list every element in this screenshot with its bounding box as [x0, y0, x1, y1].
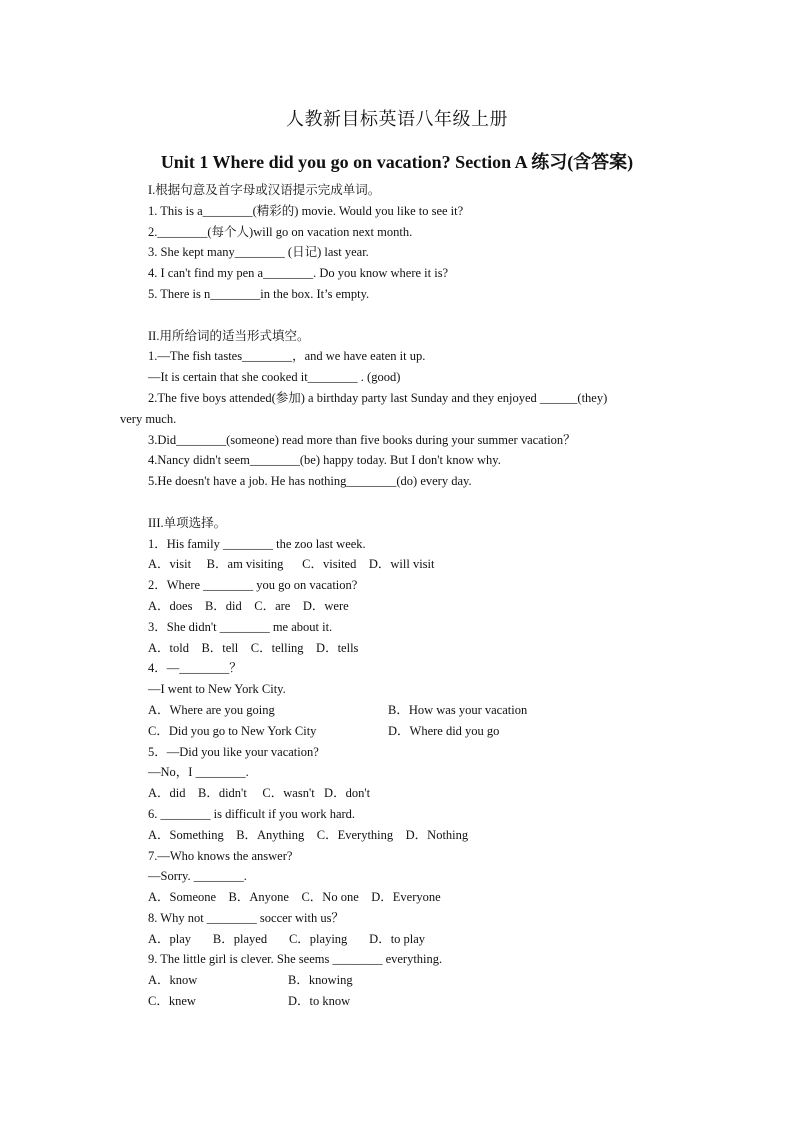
- section-heading: II.用所给词的适当形式填空。: [148, 328, 310, 343]
- question-item: 4.Nancy didn't seem________(be) happy today. But I don't know why.: [148, 453, 501, 468]
- question-item: 7.—Who knows the answer?: [148, 848, 293, 863]
- answer-options: A．play B．played C．playing D．to play: [148, 931, 426, 946]
- question-item: 1. This is a________(精彩的) movie. Would you like to see it?: [148, 203, 464, 218]
- section-2: [120, 326, 678, 492]
- question-item: 5．—Did you like your vacation?: [148, 744, 319, 759]
- question-item: —It is certain that she cooked it________ . (good): [148, 370, 401, 385]
- dialogue-line: —I went to New York City.: [148, 682, 286, 697]
- answer-options: A．Someone B．Anyone C．No one D．Everyone: [148, 890, 441, 905]
- answer-options: [148, 970, 678, 991]
- question-item: 9. The little girl is clever. She seems ________ everything.: [148, 952, 443, 967]
- question-item: 2.________(每个人)will go on vacation next month.: [148, 224, 413, 239]
- question-item: 8. Why not ________ soccer with us？: [148, 910, 344, 925]
- answer-options: A．told B．tell C．telling D．tells: [148, 640, 359, 655]
- answer-options: [148, 700, 678, 721]
- question-item-continued: very much.: [120, 411, 177, 426]
- question-item: 3. She kept many________ (日记) last year.: [148, 245, 369, 260]
- document-title: 人教新目标英语八年级上册: [286, 109, 508, 129]
- option-d: D．Where did you go: [388, 723, 500, 738]
- section-heading: III.单项选择。: [148, 515, 227, 530]
- section-heading: I.根据句意及首字母或汉语提示完成单词。: [148, 183, 381, 197]
- answer-options: [148, 721, 678, 742]
- answer-options: [148, 991, 678, 1012]
- section-3: [148, 513, 678, 1012]
- question-item: 5. There is n________in the box. It’s empty.: [148, 286, 370, 301]
- document-subtitle: Unit 1 Where did you go on vacation? Section A 练习(含答案): [160, 152, 634, 172]
- answer-options: A．visit B．am visiting C．visited D．will visit: [148, 557, 435, 572]
- question-item: 1.—The fish tastes________，and we have eaten it up.: [148, 349, 426, 364]
- question-item: 2.The five boys attended(参加) a birthday party last Sunday and they enjoyed ______(they): [148, 390, 608, 405]
- option-c: C．knew: [148, 994, 196, 1009]
- question-item: 5.He doesn't have a job. He has nothing________(do) every day.: [148, 474, 472, 489]
- spacer: [148, 492, 678, 513]
- question-item: 3．She didn't ________ me about it.: [148, 619, 333, 634]
- spacer: [148, 305, 678, 326]
- option-b: B．How was your vacation: [388, 702, 528, 717]
- question-item: 6. ________ is difficult if you work hard.: [148, 806, 356, 821]
- option-a: A．know: [148, 973, 198, 988]
- section-1: [148, 180, 678, 305]
- question-item: 3.Did________(someone) read more than five books during your summer vacation？: [148, 432, 576, 447]
- exercise-content: [120, 180, 678, 1012]
- dialogue-line: —No，I ________.: [148, 765, 249, 780]
- answer-options: A．did B．didn't C．wasn't D．don't: [148, 786, 371, 801]
- answer-options: A．Something B．Anything C．Everything D．Nothing: [148, 827, 469, 842]
- option-a: A．Where are you going: [148, 702, 275, 717]
- option-b: B．knowing: [288, 973, 353, 988]
- question-item: 1．His family ________ the zoo last week.: [148, 536, 366, 551]
- question-item: 4. I can't find my pen a________. Do you know where it is?: [148, 266, 449, 281]
- question-item: 2．Where ________ you go on vacation?: [148, 578, 358, 593]
- option-d: D．to know: [288, 994, 351, 1009]
- question-item: 4．—________？: [148, 661, 242, 676]
- dialogue-line: —Sorry. ________.: [148, 869, 247, 884]
- option-c: C．Did you go to New York City: [148, 723, 317, 738]
- answer-options: A．does B．did C．are D．were: [148, 598, 349, 613]
